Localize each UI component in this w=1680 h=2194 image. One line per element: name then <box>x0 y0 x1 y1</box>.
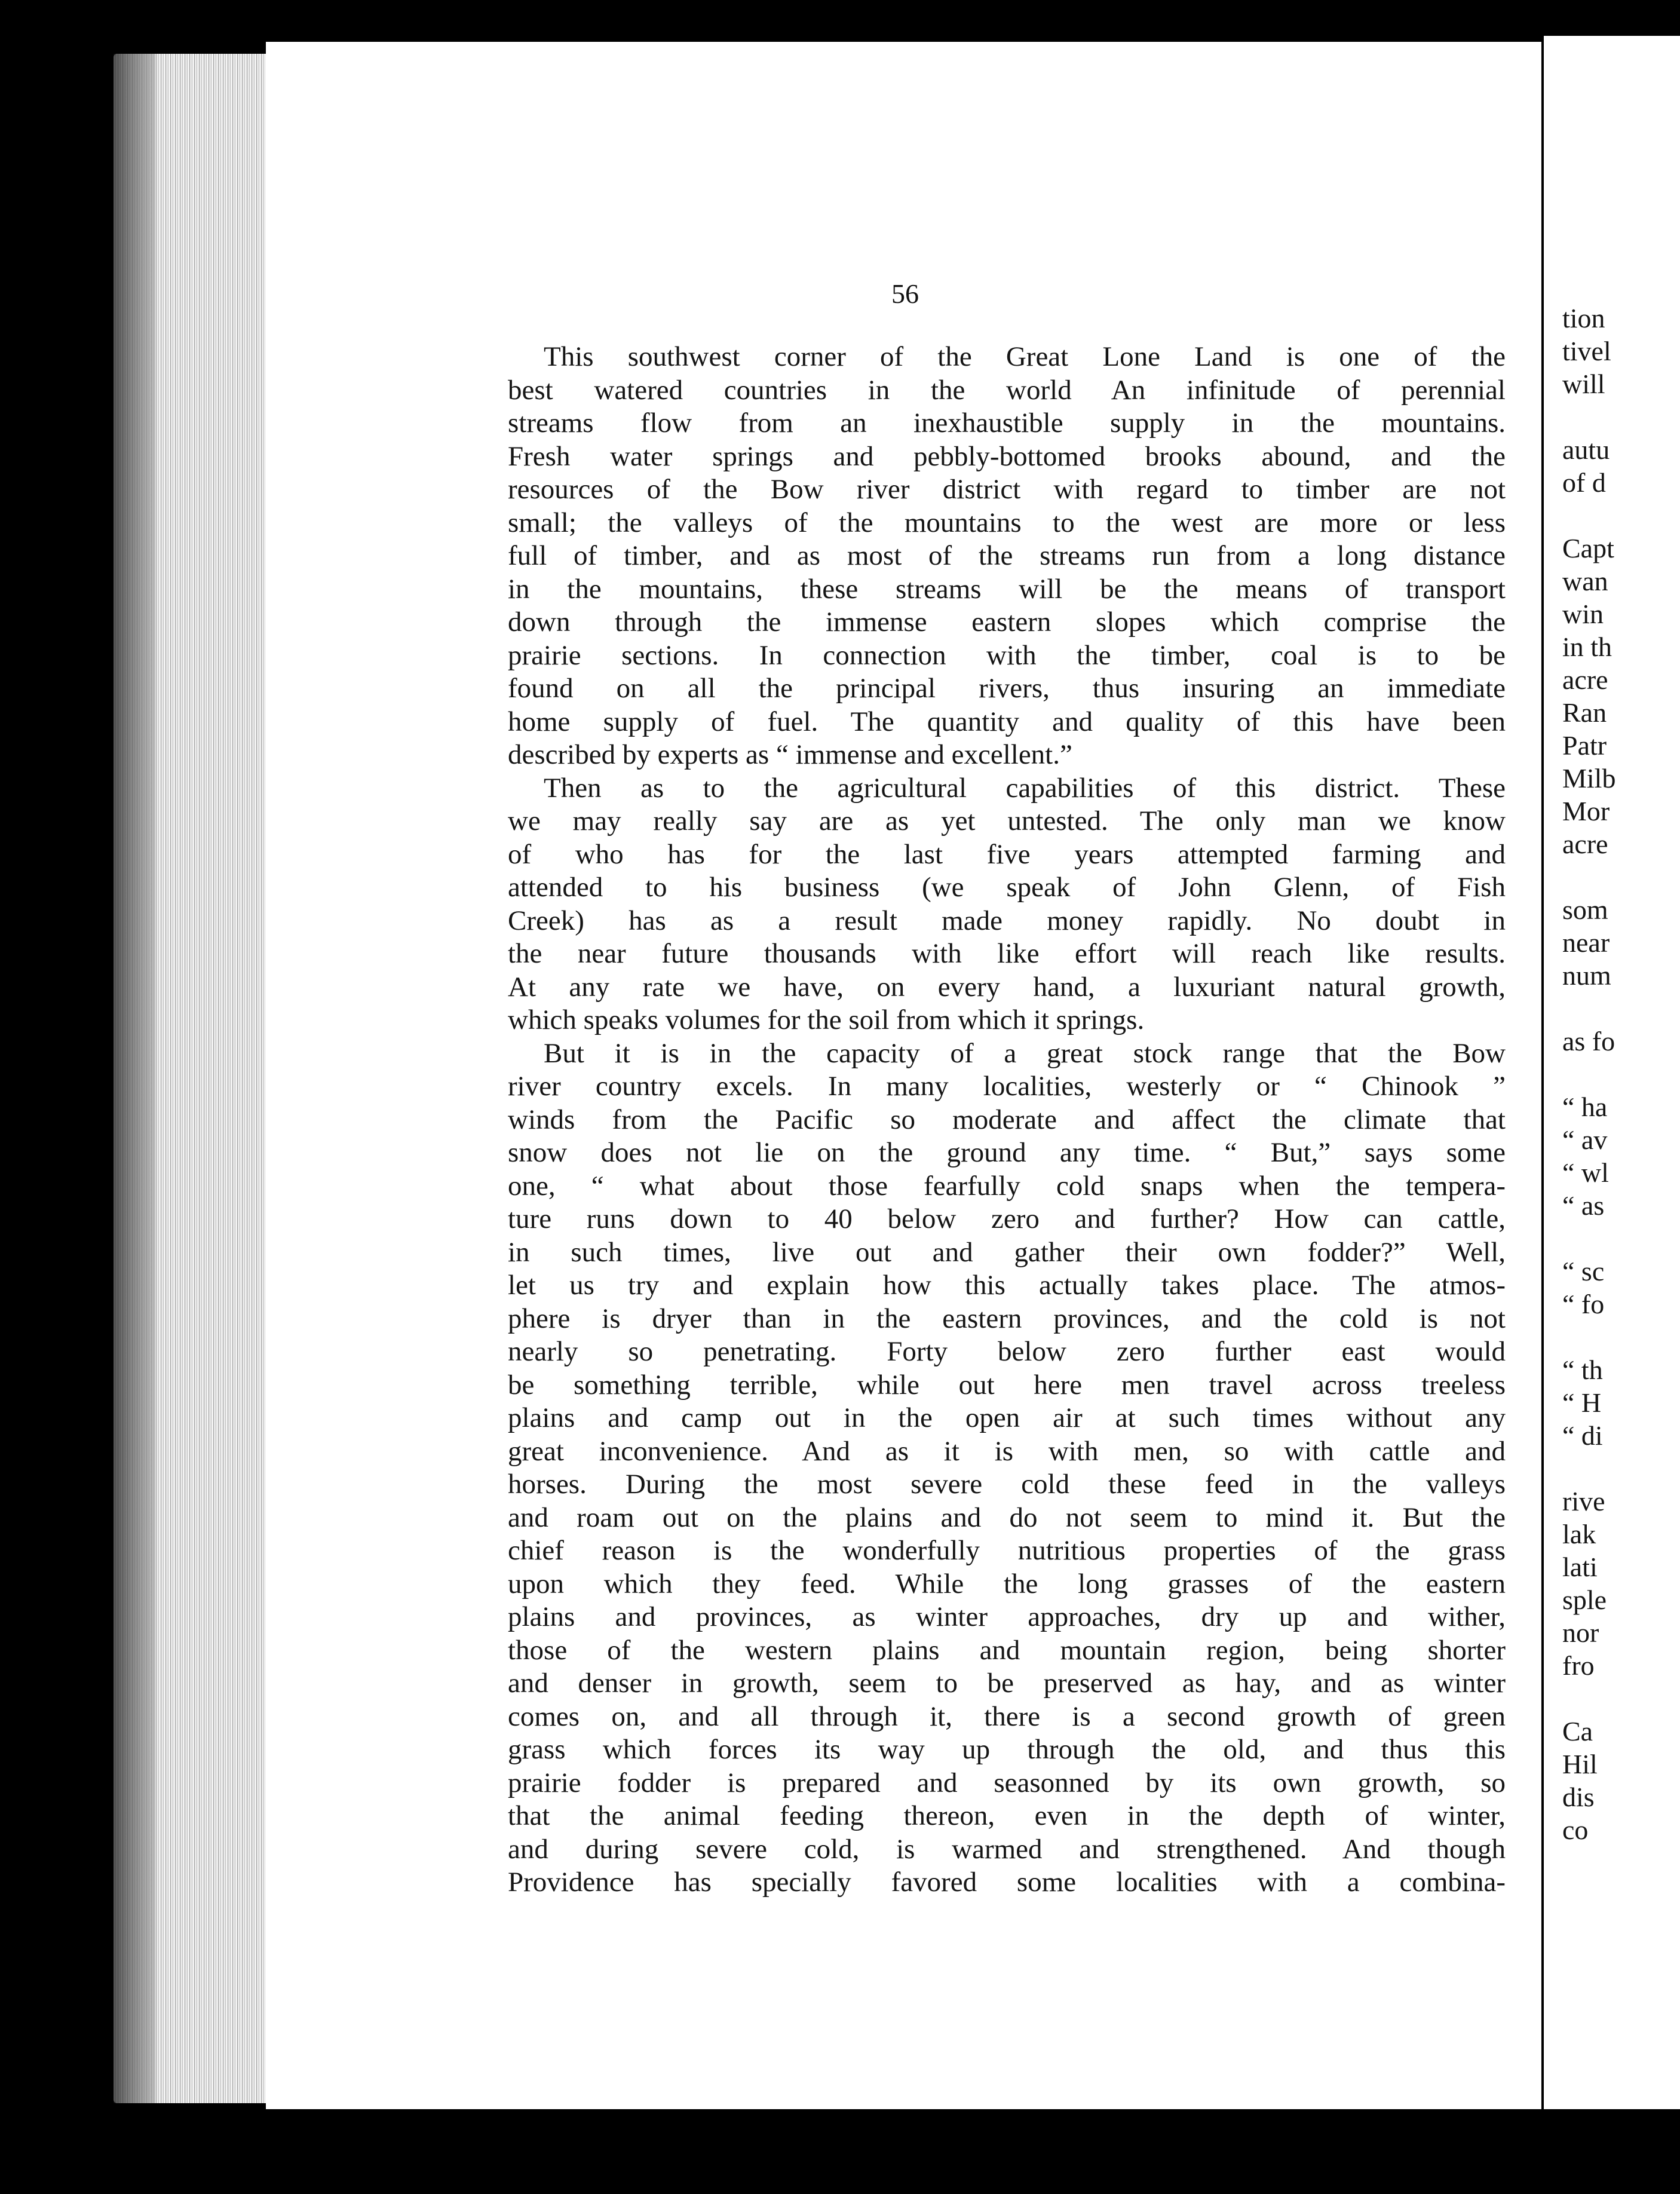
adjacent-page-fragment: autu <box>1562 434 1610 465</box>
text-line: plains and provinces, as winter approaches, dry up and wither, <box>508 1601 1506 1632</box>
text-line: horses. During the most severe cold these feed in the valleys <box>508 1469 1506 1500</box>
text-line: that the animal feeding thereon, even in the depth of winter, <box>508 1800 1506 1831</box>
text-line: the near future thousands with like effort will reach like results. <box>508 938 1506 969</box>
text-line: ture runs down to 40 below zero and further? How can cattle, <box>508 1203 1506 1234</box>
body-text <box>508 341 1506 1899</box>
adjacent-page-fragment: “ ha <box>1562 1092 1608 1122</box>
text-line: be something terrible, while out here men travel across treeless <box>508 1369 1506 1401</box>
adjacent-page-fragment: acre <box>1562 829 1608 859</box>
text-line: river country excels. In many localities, westerly or “ Chinook ” <box>508 1071 1506 1102</box>
adjacent-page-fragment: Hil <box>1562 1749 1598 1779</box>
text-line: best watered countries in the world An infinitude of perennial <box>508 374 1506 406</box>
text-line: This southwest corner of the Great Lone Land is one of the <box>544 341 1506 372</box>
text-line: grass which forces its way up through the old, and thus this <box>508 1734 1506 1765</box>
text-line: down through the immense eastern slopes which comprise the <box>508 606 1506 638</box>
adjacent-page-fragment <box>1562 992 1680 1025</box>
adjacent-page-fragment <box>1562 1320 1680 1353</box>
text-line: streams flow from an inexhaustible supply in the mountains. <box>508 407 1506 439</box>
adjacent-page-fragment: in th <box>1562 632 1612 662</box>
text-line: full of timber, and as most of the streams run from a long distance <box>508 540 1506 571</box>
text-line: comes on, and all through it, there is a second growth of green <box>508 1700 1506 1732</box>
text-line: and roam out on the plains and do not seem to mind it. But the <box>508 1502 1506 1533</box>
adjacent-page-fragment: acre <box>1562 664 1608 695</box>
adjacent-page-fragment <box>1562 1058 1680 1090</box>
book-page-edges <box>114 54 269 2103</box>
text-line: At any rate we have, on every hand, a luxuriant natural growth, <box>508 971 1506 1003</box>
adjacent-page-fragment: dis <box>1562 1782 1595 1812</box>
text-line: Then as to the agricultural capabilities of this district. These <box>544 772 1506 804</box>
adjacent-page-fragment: “ di <box>1562 1420 1603 1451</box>
adjacent-page-fragment: fro <box>1562 1650 1595 1681</box>
text-line: and denser in growth, seem to be preserved as hay, and as winter <box>508 1668 1506 1699</box>
adjacent-page-fragment <box>1562 499 1680 532</box>
adjacent-page-fragment: “ as <box>1562 1190 1605 1221</box>
adjacent-page-fragment: Mor <box>1562 796 1610 826</box>
text-line: snow does not lie on the ground any time. “ But,” says some <box>508 1137 1506 1168</box>
adjacent-page-fragment: near <box>1562 927 1610 958</box>
adjacent-page-fragment <box>1562 1452 1680 1485</box>
text-line: those of the western plains and mountain region, being shorter <box>508 1634 1506 1666</box>
adjacent-page-fragment: sple <box>1562 1585 1607 1615</box>
adjacent-page-fragment: som <box>1562 894 1608 925</box>
adjacent-page-fragment: Ran <box>1562 697 1607 728</box>
adjacent-page-fragment: Patr <box>1562 730 1607 761</box>
adjacent-page-fragment: Milb <box>1562 763 1616 793</box>
adjacent-page-fragment <box>1562 1222 1680 1255</box>
paragraph-2 <box>508 772 1506 1037</box>
adjacent-page-fragment: tion <box>1562 303 1605 333</box>
text-line: nearly so penetrating. Forty below zero further east would <box>508 1336 1506 1367</box>
text-line: attended to his business (we speak of John Glenn, of Fish <box>508 872 1506 903</box>
text-line: plains and camp out in the open air at such times without any <box>508 1402 1506 1433</box>
adjacent-page-fragment <box>1562 860 1680 893</box>
text-line: upon which they feed. While the long grasses of the eastern <box>508 1568 1506 1599</box>
text-line: But it is in the capacity of a great stock range that the Bow <box>544 1037 1506 1069</box>
adjacent-page-fragment: “ wl <box>1562 1157 1609 1188</box>
text-line: Fresh water springs and pebbly-bottomed brooks abound, and the <box>508 440 1506 472</box>
adjacent-page-fragment: of d <box>1562 467 1606 498</box>
adjacent-page-text <box>1562 302 1680 1846</box>
text-line: phere is dryer than in the eastern provinces, and the cold is not <box>508 1303 1506 1334</box>
adjacent-page-fragment: nor <box>1562 1617 1599 1648</box>
adjacent-page-fragment: rive <box>1562 1486 1605 1516</box>
adjacent-page-fragment: “ th <box>1562 1355 1603 1385</box>
text-line: chief reason is the wonderfully nutritious properties of the grass <box>508 1535 1506 1566</box>
text-line: small; the valleys of the mountains to the west are more or less <box>508 507 1506 538</box>
paragraph-1 <box>508 341 1506 772</box>
page-number: 56 <box>891 278 919 309</box>
adjacent-page-fragment: “ sc <box>1562 1256 1605 1286</box>
text-line: winds from the Pacific so moderate and affect the climate that <box>508 1104 1506 1135</box>
adjacent-page-fragment: lati <box>1562 1552 1598 1582</box>
adjacent-page-fragment: co <box>1562 1815 1589 1845</box>
paragraph-3 <box>508 1037 1506 1899</box>
text-line: which speaks volumes for the soil from which it springs. <box>508 1004 1145 1035</box>
adjacent-page-fragment: Ca <box>1562 1716 1593 1746</box>
text-line: prairie fodder is prepared and seasonned by its own growth, so <box>508 1767 1506 1798</box>
adjacent-page-fragment: lak <box>1562 1519 1596 1549</box>
adjacent-page-fragment: tivel <box>1562 336 1611 366</box>
text-line: one, “ what about those fearfully cold snaps when the tempera- <box>508 1170 1506 1202</box>
text-line: of who has for the last five years attempted farming and <box>508 838 1506 870</box>
text-line: great inconvenience. And as it is with men, so with cattle and <box>508 1435 1506 1467</box>
adjacent-page-fragment <box>1562 1682 1680 1715</box>
text-line: Creek) has as a result made money rapidly. No doubt in <box>508 905 1506 936</box>
adjacent-page-fragment: win <box>1562 599 1604 629</box>
text-line: found on all the principal rivers, thus insuring an immediate <box>508 673 1506 704</box>
text-line: home supply of fuel. The quantity and quality of this have been <box>508 706 1506 737</box>
adjacent-page-fragment: Capt <box>1562 533 1614 563</box>
adjacent-page-fragment: num <box>1562 960 1611 991</box>
text-line: in such times, live out and gather their own fodder?” Well, <box>508 1236 1506 1268</box>
text-line: and during severe cold, is warmed and strengthened. And though <box>508 1833 1506 1865</box>
text-line: described by experts as “ immense and excellent.” <box>508 739 1072 770</box>
text-line: in the mountains, these streams will be the means of transport <box>508 573 1506 605</box>
text-line: prairie sections. In connection with the timber, coal is to be <box>508 639 1506 671</box>
adjacent-page-fragment: will <box>1562 369 1605 399</box>
text-line: Providence has specially favored some localities with a combina- <box>508 1867 1506 1898</box>
adjacent-page-fragment: “ H <box>1562 1387 1602 1418</box>
adjacent-page-fragment: “ fo <box>1562 1289 1605 1319</box>
adjacent-page-fragment: wan <box>1562 566 1608 596</box>
book-page <box>266 42 1544 2109</box>
text-line: let us try and explain how this actually takes place. The atmos- <box>508 1270 1506 1301</box>
text-line: we may really say are as yet untested. The only man we know <box>508 805 1506 836</box>
adjacent-page-fragment: as fo <box>1562 1026 1615 1056</box>
text-line: resources of the Bow river district with regard to timber are not <box>508 474 1506 505</box>
adjacent-page-fragment: “ av <box>1562 1124 1608 1155</box>
adjacent-page-fragment <box>1562 400 1680 433</box>
